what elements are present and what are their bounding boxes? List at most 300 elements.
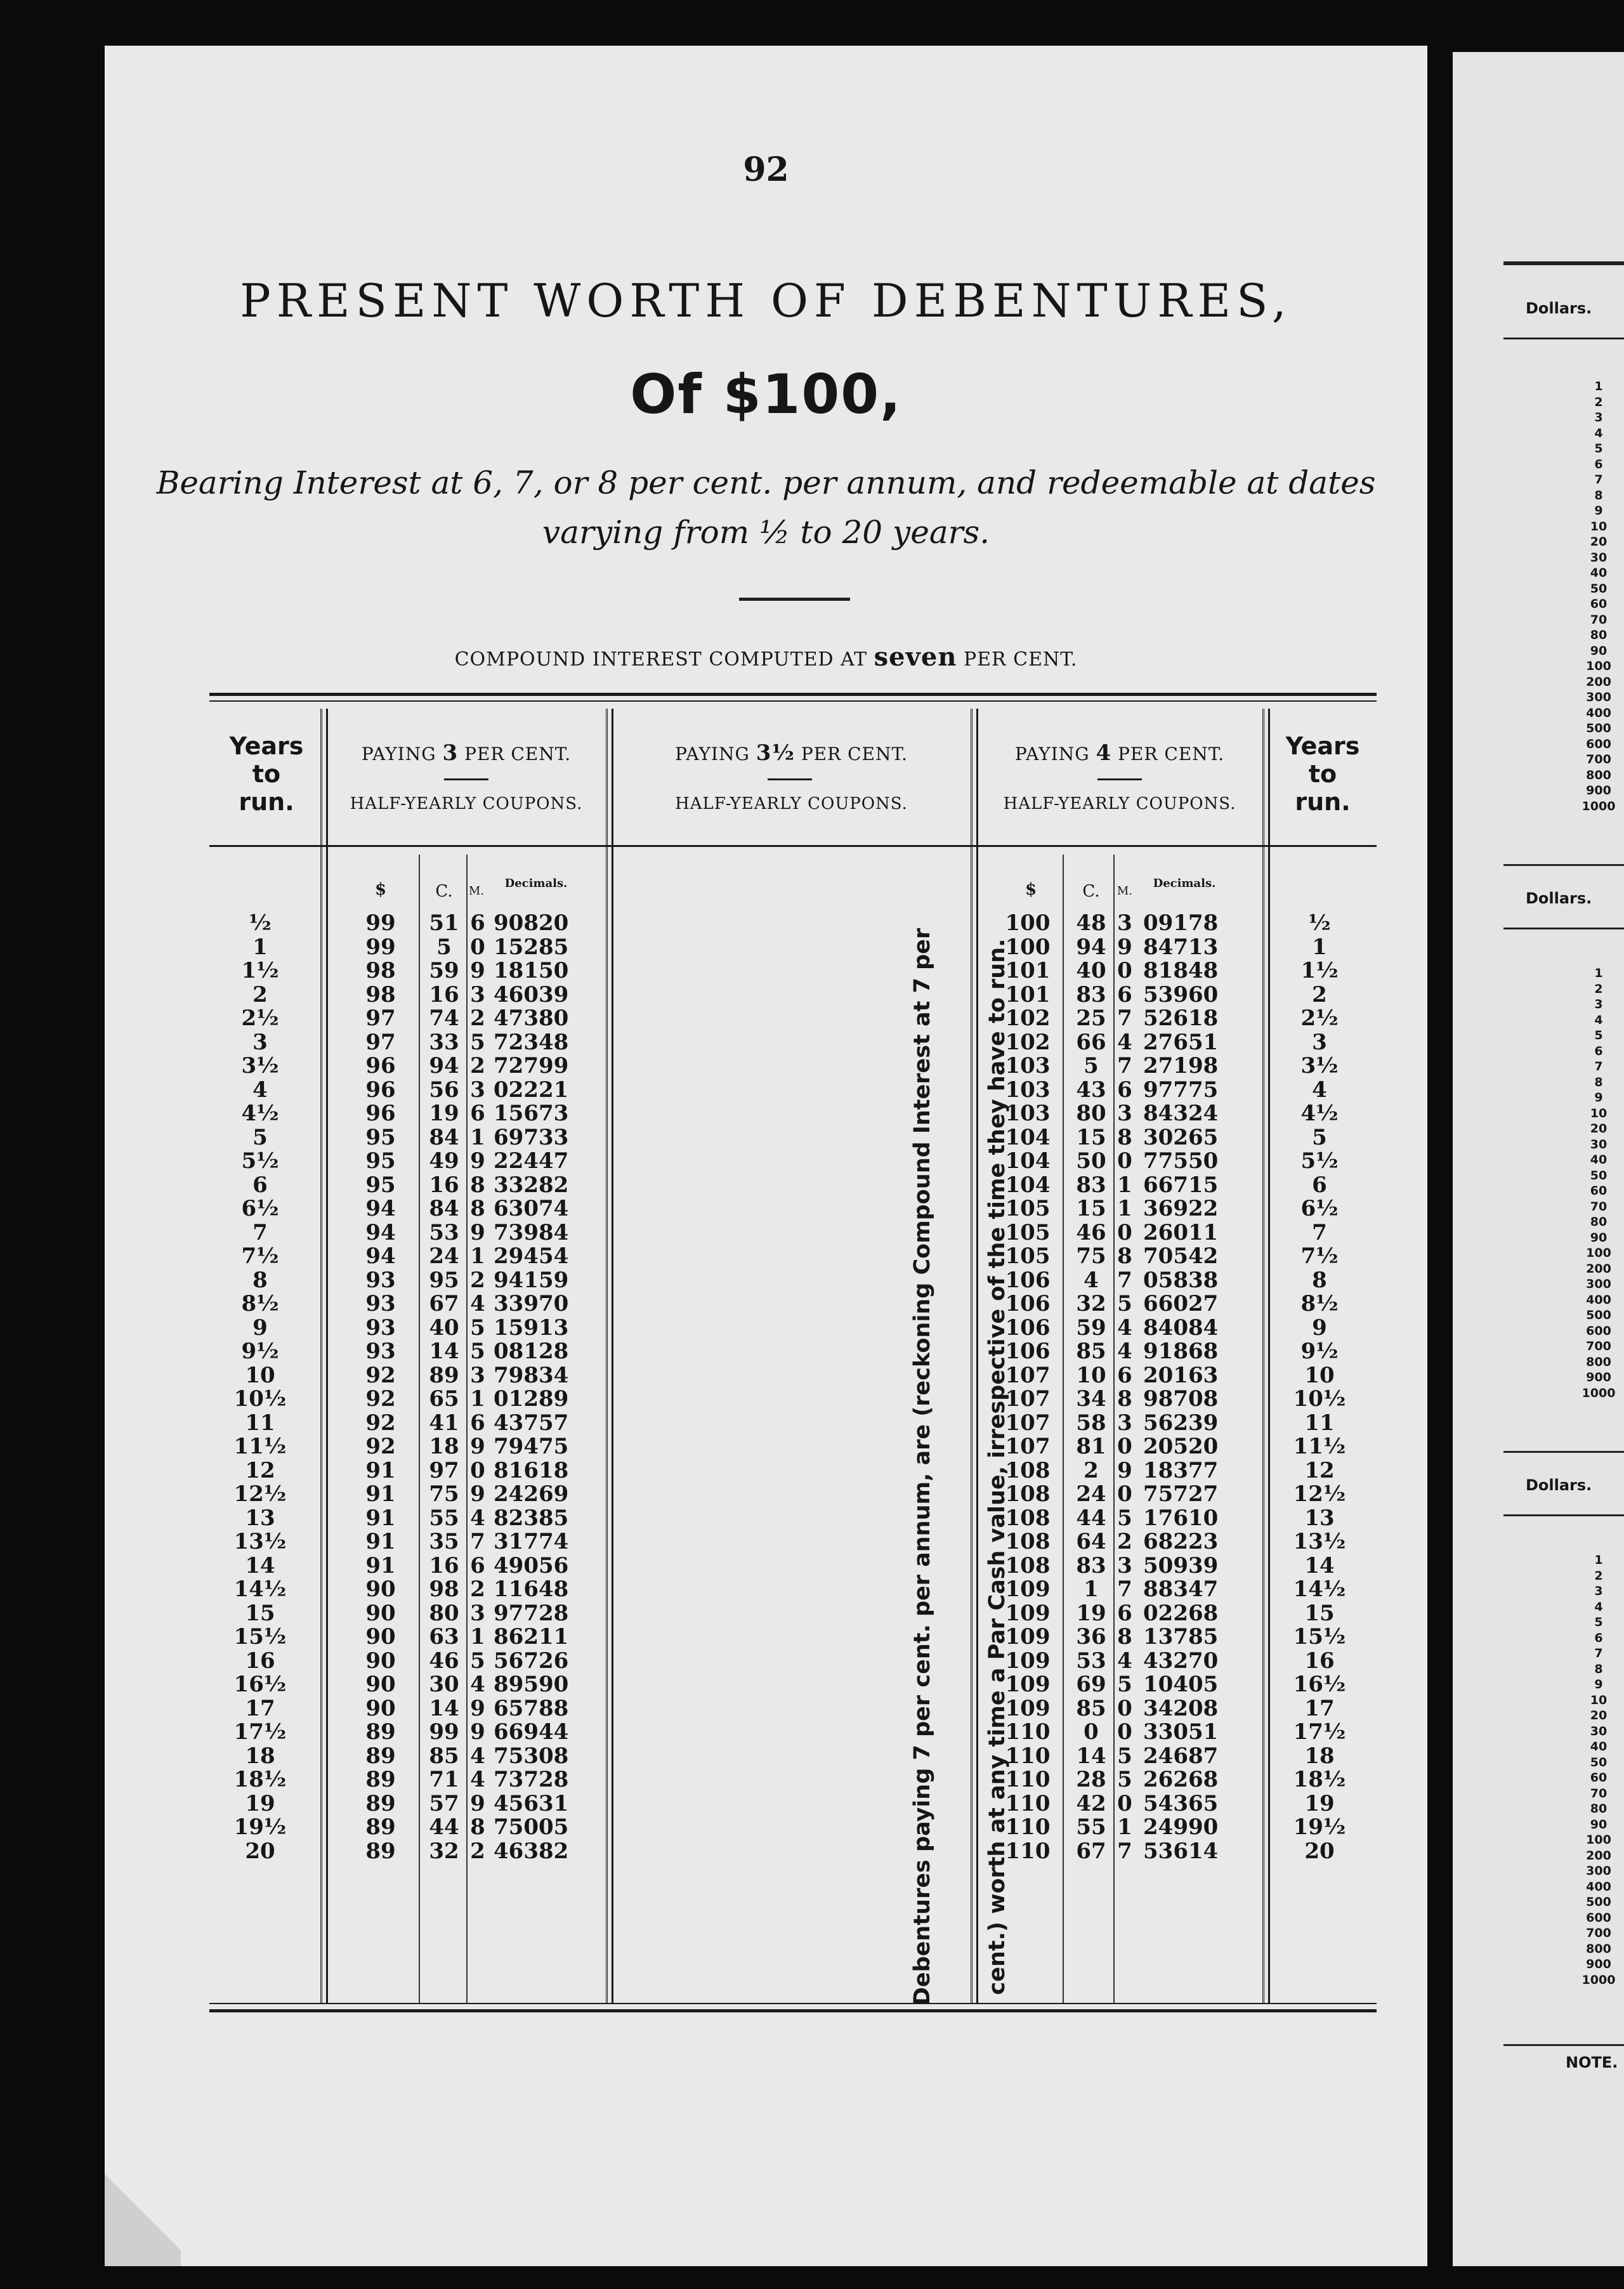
paying-3-cents-cell: 97 <box>429 1457 459 1483</box>
table-top-rule <box>209 693 1377 696</box>
years-to-run-cell-right: 8½ <box>1300 1291 1339 1316</box>
paying-4-dollars-cell: 104 <box>1005 1124 1051 1150</box>
description-line-1: Bearing Interest at 6, 7, or 8 per cent. per annum, and redeemable at dates <box>156 464 1376 501</box>
years-to-run-cell: 3 <box>252 1029 268 1055</box>
paying-4-dollars-cell: 104 <box>1005 1172 1051 1198</box>
paying-4-decimals-cell: 02268 <box>1143 1600 1219 1626</box>
years-to-run-cell-right: 7½ <box>1300 1243 1339 1269</box>
facing-number: 700 <box>1586 1339 1611 1353</box>
table-row <box>105 1197 1427 1221</box>
paying-4-cents-cell: 66 <box>1076 1029 1106 1055</box>
paying-3-cents-cell: 24 <box>429 1243 459 1269</box>
page-number: 92 <box>743 150 789 189</box>
paying-3-dollars-cell: 89 <box>365 1743 396 1769</box>
paying-3-mills-cell: 4 <box>470 1291 485 1316</box>
table-row <box>105 1507 1427 1531</box>
page-corner-fold <box>105 2158 181 2266</box>
paying-3-cents-cell: 71 <box>429 1767 459 1792</box>
facing-number: 70 <box>1590 1786 1608 1800</box>
facing-number-list <box>1576 966 1621 1401</box>
paying-4-mills-cell: 5 <box>1117 1505 1132 1531</box>
paying-3-cents-cell: 67 <box>429 1291 459 1316</box>
paying-4-cents-cell: 36 <box>1076 1624 1106 1650</box>
years-to-run-cell: 6 <box>252 1172 268 1198</box>
paying-3-decimals-cell: 86211 <box>494 1624 569 1650</box>
paying-4-dollars-cell: 110 <box>1005 1814 1051 1840</box>
paying-3-mills-cell: 9 <box>470 1481 485 1507</box>
paying-3-mills-cell: 3 <box>470 1600 485 1626</box>
paying-4-dollars-cell: 109 <box>1005 1672 1051 1697</box>
table-row <box>105 1459 1427 1483</box>
table-row <box>105 912 1427 936</box>
years-to-run-cell: 15 <box>245 1600 275 1626</box>
facing-number: 20 <box>1590 1709 1608 1722</box>
paying-4-cents-cell: 32 <box>1076 1291 1106 1316</box>
years-to-run-cell-right: 2½ <box>1300 1006 1339 1031</box>
paying-4-dollars-cell: 108 <box>1005 1481 1051 1507</box>
paying-4-decimals-cell: 24990 <box>1143 1814 1219 1840</box>
paying-4-dollars-cell: 107 <box>1005 1386 1051 1412</box>
paying-3-mills-cell: 0 <box>470 934 485 960</box>
col3-coupons: HALF-YEARLY COUPONS. <box>1003 794 1236 813</box>
facing-number: 5 <box>1594 442 1603 456</box>
paying-3-mills-cell: 2 <box>470 1267 485 1293</box>
table-row <box>105 1673 1427 1697</box>
paying-3-mills-cell: 9 <box>470 958 485 983</box>
facing-number: 100 <box>1586 659 1611 673</box>
facing-number: 4 <box>1594 426 1603 440</box>
paying-3-decimals-cell: 89590 <box>494 1672 569 1697</box>
paying-4-dollars-cell: 100 <box>1005 934 1051 960</box>
col1-header <box>327 740 606 766</box>
paying-4-mills-cell: 3 <box>1117 910 1132 936</box>
per-cent-label: PER CENT. <box>1118 744 1225 764</box>
years-to-run-cell: 8 <box>252 1267 268 1293</box>
years-header-right <box>1272 732 1373 816</box>
compound-prefix: COMPOUND INTEREST COMPUTED AT <box>454 648 868 671</box>
paying-4-cents-cell: 83 <box>1076 981 1106 1007</box>
paying-3-cents-cell: 33 <box>429 1029 459 1055</box>
facing-number: 2 <box>1594 981 1603 996</box>
paying-3-cents-cell: 74 <box>429 1006 459 1031</box>
facing-page <box>1453 52 1624 2266</box>
facing-number: 6 <box>1594 1044 1603 1058</box>
paying-4-mills-cell: 6 <box>1117 981 1132 1007</box>
mills-subheader: M. <box>468 884 485 898</box>
paying-4-decimals-cell: 54365 <box>1143 1790 1219 1816</box>
paying-4-dollars-cell: 106 <box>1005 1291 1051 1316</box>
paying-4-mills-cell: 7 <box>1117 1838 1132 1864</box>
years-to-run-cell-right: 15½ <box>1293 1624 1346 1650</box>
facing-number: 30 <box>1590 550 1608 565</box>
paying-4-mills-cell: 4 <box>1117 1315 1132 1341</box>
paying-3-decimals-cell: 33282 <box>494 1172 569 1198</box>
paying-3-decimals-cell: 66944 <box>494 1719 569 1745</box>
document-page <box>105 46 1427 2266</box>
facing-number: 800 <box>1586 1941 1611 1956</box>
facing-number: 10 <box>1590 1106 1608 1120</box>
paying-3-decimals-cell: 72799 <box>494 1053 569 1079</box>
paying-3-dollars-cell: 93 <box>365 1291 396 1316</box>
paying-4-dollars-cell: 103 <box>1005 1053 1051 1079</box>
paying-3-dollars-cell: 90 <box>365 1624 396 1650</box>
facing-number: 80 <box>1590 628 1608 642</box>
paying-4-mills-cell: 7 <box>1117 1006 1132 1031</box>
paying-3-cents-cell: 14 <box>429 1339 459 1364</box>
header-dash <box>1097 778 1142 780</box>
years-to-run-cell: 6½ <box>241 1196 279 1221</box>
years-to-run-cell-right: 9½ <box>1300 1339 1339 1364</box>
paying-3-dollars-cell: 95 <box>365 1172 396 1198</box>
years-to-run-cell-right: 17½ <box>1293 1719 1346 1745</box>
paying-4-decimals-cell: 09178 <box>1143 910 1219 936</box>
paying-3-mills-cell: 0 <box>470 1457 485 1483</box>
facing-number: 9 <box>1594 1091 1603 1105</box>
facing-number: 800 <box>1586 1354 1611 1369</box>
paying-4-cents-cell: 10 <box>1076 1362 1106 1388</box>
paying-4-dollars-cell: 100 <box>1005 910 1051 936</box>
years-to-run-cell-right: 10½ <box>1293 1386 1346 1412</box>
years-to-run-cell-right: 14½ <box>1293 1577 1346 1602</box>
years-to-run-cell: 3½ <box>241 1053 279 1079</box>
paying-4-dollars-cell: 103 <box>1005 1077 1051 1103</box>
table-row <box>105 1269 1427 1293</box>
facing-number: 60 <box>1590 1771 1608 1785</box>
table-row <box>105 1768 1427 1792</box>
paying-3-cents-cell: 51 <box>429 910 459 936</box>
years-to-run-cell: ½ <box>249 910 272 936</box>
paying-3-mills-cell: 8 <box>470 1172 485 1198</box>
facing-rule <box>1503 261 1624 265</box>
years-to-run-cell-right: 5½ <box>1300 1148 1339 1174</box>
paying-3-dollars-cell: 97 <box>365 1029 396 1055</box>
paying-3-decimals-cell: 46039 <box>494 981 569 1007</box>
paying-4-decimals-cell: 36922 <box>1143 1196 1219 1221</box>
paying-3-dollars-cell: 98 <box>365 958 396 983</box>
facing-number: 7 <box>1594 473 1603 487</box>
paying-4-decimals-cell: 97775 <box>1143 1077 1219 1103</box>
facing-number: 8 <box>1594 488 1603 502</box>
paying-3-decimals-cell: 15913 <box>494 1315 569 1341</box>
years-to-run-cell: 16 <box>245 1648 275 1674</box>
table-body <box>105 912 1427 1863</box>
paying-3-decimals-cell: 47380 <box>494 1006 569 1031</box>
paying-3-dollars-cell: 89 <box>365 1814 396 1840</box>
facing-number: 50 <box>1590 581 1608 596</box>
paying-3-decimals-cell: 73728 <box>494 1767 569 1792</box>
facing-number: 400 <box>1586 705 1611 720</box>
years-to-run-cell: 13 <box>245 1505 275 1531</box>
paying-3-cents-cell: 85 <box>429 1743 459 1769</box>
facing-rule <box>1503 1514 1624 1516</box>
paying-3-cents-cell: 16 <box>429 1172 459 1198</box>
paying-4-decimals-cell: 75727 <box>1143 1481 1219 1507</box>
paying-4-mills-cell: 7 <box>1117 1267 1132 1293</box>
paying-4-mills-cell: 8 <box>1117 1243 1132 1269</box>
table-row <box>105 1697 1427 1721</box>
paying-4-decimals-cell: 81848 <box>1143 958 1219 983</box>
facing-dollars-label: Dollars. <box>1526 1476 1592 1494</box>
paying-3-cents-cell: 84 <box>429 1196 459 1221</box>
paying-4-dollars-cell: 110 <box>1005 1767 1051 1792</box>
table-row <box>105 959 1427 983</box>
paying-3-cents-cell: 30 <box>429 1672 459 1697</box>
paying-4-dollars-cell: 110 <box>1005 1719 1051 1745</box>
paying-3-cents-cell: 63 <box>429 1624 459 1650</box>
table-row <box>105 983 1427 1007</box>
years-to-run-cell-right: 2 <box>1312 981 1327 1007</box>
dollars-subheader: $ <box>1025 880 1037 899</box>
paying-4-cents-cell: 42 <box>1076 1790 1106 1816</box>
table-row <box>105 1554 1427 1578</box>
years-to-run-cell-right: 13 <box>1304 1505 1335 1531</box>
years-to-run-cell-right: 17 <box>1304 1695 1335 1721</box>
facing-number: 70 <box>1590 612 1608 627</box>
years-to-run-cell: 4 <box>252 1077 268 1103</box>
table-row <box>105 1412 1427 1436</box>
paying-4-mills-cell: 6 <box>1117 1077 1132 1103</box>
facing-number: 30 <box>1590 1137 1608 1151</box>
per-cent-label: PER CENT. <box>801 744 908 764</box>
facing-number: 500 <box>1586 721 1611 735</box>
facing-number: 4 <box>1594 1599 1603 1614</box>
paying-4-cents-cell: 75 <box>1076 1243 1106 1269</box>
paying-rate: 3 <box>442 740 459 766</box>
paying-4-decimals-cell: 84713 <box>1143 934 1219 960</box>
facing-number: 1 <box>1594 966 1603 980</box>
header-dash <box>444 778 488 780</box>
paying-3-cents-cell: 46 <box>429 1648 459 1674</box>
facing-number-list <box>1576 1552 1621 1988</box>
years-to-run-cell-right: 6½ <box>1300 1196 1339 1221</box>
header-dash <box>768 778 812 780</box>
years-to-run-cell: 19½ <box>233 1814 287 1840</box>
paying-4-dollars-cell: 103 <box>1005 1101 1051 1126</box>
paying-3-decimals-cell: 81618 <box>494 1457 569 1483</box>
paying-3-decimals-cell: 69733 <box>494 1124 569 1150</box>
paying-4-mills-cell: 6 <box>1117 1362 1132 1388</box>
years-to-run-cell: 20 <box>245 1838 275 1864</box>
paying-4-mills-cell: 4 <box>1117 1648 1132 1674</box>
paying-4-dollars-cell: 107 <box>1005 1362 1051 1388</box>
table-row <box>105 1174 1427 1198</box>
table-row <box>105 1650 1427 1674</box>
paying-3-decimals-cell: 22447 <box>494 1148 569 1174</box>
paying-4-cents-cell: 50 <box>1076 1148 1106 1174</box>
paying-3-dollars-cell: 99 <box>365 934 396 960</box>
years-to-run-cell-right: 12 <box>1304 1457 1335 1483</box>
facing-dollars-label: Dollars. <box>1526 889 1592 907</box>
paying-4-mills-cell: 8 <box>1117 1386 1132 1412</box>
paying-3-mills-cell: 5 <box>470 1315 485 1341</box>
years-header-word: run. <box>1295 788 1351 816</box>
facing-number: 7 <box>1594 1646 1603 1660</box>
paying-4-decimals-cell: 17610 <box>1143 1505 1219 1531</box>
paying-3-dollars-cell: 90 <box>365 1695 396 1721</box>
facing-note-label: NOTE. <box>1566 2054 1618 2071</box>
table-row <box>105 1792 1427 1816</box>
facing-number: 800 <box>1586 768 1611 782</box>
paying-4-cents-cell: 44 <box>1076 1505 1106 1531</box>
facing-number: 300 <box>1586 1864 1611 1878</box>
paying-3-dollars-cell: 99 <box>365 910 396 936</box>
paying-3-mills-cell: 9 <box>470 1219 485 1245</box>
paying-3-dollars-cell: 92 <box>365 1410 396 1436</box>
paying-4-cents-cell: 5 <box>1084 1053 1099 1079</box>
paying-3-cents-cell: 56 <box>429 1077 459 1103</box>
paying-3-dollars-cell: 93 <box>365 1315 396 1341</box>
paying-4-decimals-cell: 18377 <box>1143 1457 1219 1483</box>
col3-header <box>977 740 1262 766</box>
facing-number: 6 <box>1594 1630 1603 1645</box>
description <box>105 458 1427 557</box>
paying-3-decimals-cell: 94159 <box>494 1267 569 1293</box>
paying-4-mills-cell: 7 <box>1117 1577 1132 1602</box>
paying-3-decimals-cell: 75005 <box>494 1814 569 1840</box>
paying-4-mills-cell: 6 <box>1117 1600 1132 1626</box>
table-row <box>105 1483 1427 1507</box>
paying-4-decimals-cell: 66027 <box>1143 1291 1219 1316</box>
paying-3-dollars-cell: 89 <box>365 1767 396 1792</box>
paying-3-dollars-cell: 96 <box>365 1101 396 1126</box>
paying-3-cents-cell: 14 <box>429 1695 459 1721</box>
paying-3-cents-cell: 75 <box>429 1481 459 1507</box>
paying-label: PAYING <box>1014 744 1090 764</box>
paying-4-cents-cell: 24 <box>1076 1481 1106 1507</box>
paying-4-decimals-cell: 53960 <box>1143 981 1219 1007</box>
facing-number: 600 <box>1586 1323 1611 1338</box>
facing-number: 3 <box>1594 997 1603 1011</box>
facing-number: 90 <box>1590 1817 1608 1832</box>
paying-4-mills-cell: 0 <box>1117 958 1132 983</box>
paying-4-mills-cell: 4 <box>1117 1029 1132 1055</box>
paying-4-decimals-cell: 77550 <box>1143 1148 1219 1174</box>
facing-number: 60 <box>1590 597 1608 611</box>
paying-3-cents-cell: 95 <box>429 1267 459 1293</box>
paying-3-decimals-cell: 29454 <box>494 1243 569 1269</box>
paying-4-dollars-cell: 110 <box>1005 1838 1051 1864</box>
paying-4-decimals-cell: 68223 <box>1143 1529 1219 1554</box>
years-to-run-cell-right: 11½ <box>1293 1434 1346 1459</box>
facing-number: 900 <box>1586 1370 1611 1384</box>
years-to-run-cell-right: 15 <box>1304 1600 1335 1626</box>
facing-number: 50 <box>1590 1755 1608 1769</box>
table-row <box>105 1435 1427 1459</box>
paying-3-decimals-cell: 18150 <box>494 958 569 983</box>
paying-3-mills-cell: 6 <box>470 910 485 936</box>
paying-3-decimals-cell: 82385 <box>494 1505 569 1531</box>
facing-number: 400 <box>1586 1879 1611 1894</box>
paying-4-mills-cell: 0 <box>1117 1434 1132 1459</box>
paying-4-dollars-cell: 109 <box>1005 1600 1051 1626</box>
paying-4-cents-cell: 25 <box>1076 1006 1106 1031</box>
paying-3-mills-cell: 8 <box>470 1196 485 1221</box>
compound-suffix: PER CENT. <box>963 648 1078 671</box>
paying-3-mills-cell: 3 <box>470 1077 485 1103</box>
years-to-run-cell: 1½ <box>241 958 279 983</box>
paying-4-cents-cell: 85 <box>1076 1695 1106 1721</box>
years-to-run-cell: 15½ <box>233 1624 287 1650</box>
paying-3-mills-cell: 2 <box>470 1006 485 1031</box>
years-to-run-cell-right: 4½ <box>1300 1101 1339 1126</box>
paying-3-decimals-cell: 65788 <box>494 1695 569 1721</box>
paying-3-mills-cell: 3 <box>470 1362 485 1388</box>
facing-number: 90 <box>1590 643 1608 658</box>
paying-3-mills-cell: 6 <box>470 1410 485 1436</box>
paying-3-decimals-cell: 24269 <box>494 1481 569 1507</box>
paying-3-decimals-cell: 90820 <box>494 910 569 936</box>
facing-number: 500 <box>1586 1308 1611 1322</box>
paying-3-decimals-cell: 72348 <box>494 1029 569 1055</box>
facing-number: 5 <box>1594 1615 1603 1629</box>
years-to-run-cell: 12 <box>245 1457 275 1483</box>
facing-number: 80 <box>1590 1215 1608 1229</box>
paying-3-dollars-cell: 91 <box>365 1481 396 1507</box>
paying-3-cents-cell: 19 <box>429 1101 459 1126</box>
years-to-run-cell: 10½ <box>233 1386 287 1412</box>
table-row <box>105 1530 1427 1554</box>
facing-number: 100 <box>1586 1246 1611 1260</box>
table-bottom-rule-inner <box>209 2003 1377 2004</box>
years-to-run-cell-right: 19½ <box>1293 1814 1346 1840</box>
facing-rule <box>1503 338 1624 339</box>
facing-number: 40 <box>1590 566 1608 580</box>
paying-4-decimals-cell: 10405 <box>1143 1672 1219 1697</box>
paying-3-decimals-cell: 46382 <box>494 1838 569 1864</box>
years-to-run-cell: 2½ <box>241 1006 279 1031</box>
facing-number-list <box>1576 379 1621 814</box>
paying-3-dollars-cell: 90 <box>365 1672 396 1697</box>
paying-4-cents-cell: 43 <box>1076 1077 1106 1103</box>
middle-note-line-2: cent.) worth at any time a Par Cash value, irrespective of the time they have to run. <box>985 938 1010 1995</box>
paying-4-decimals-cell: 98708 <box>1143 1386 1219 1412</box>
years-to-run-cell-right: 1½ <box>1300 958 1339 983</box>
table-row <box>105 1387 1427 1412</box>
paying-3-cents-cell: 41 <box>429 1410 459 1436</box>
paying-4-cents-cell: 2 <box>1084 1457 1099 1483</box>
paying-3-mills-cell: 5 <box>470 1648 485 1674</box>
facing-number: 8 <box>1594 1075 1603 1089</box>
paying-4-dollars-cell: 108 <box>1005 1505 1051 1531</box>
paying-3-mills-cell: 8 <box>470 1814 485 1840</box>
paying-3-cents-cell: 80 <box>429 1600 459 1626</box>
paying-4-decimals-cell: 20163 <box>1143 1362 1219 1388</box>
years-to-run-cell-right: 10 <box>1304 1362 1335 1388</box>
paying-3-cents-cell: 89 <box>429 1362 459 1388</box>
paying-4-decimals-cell: 27198 <box>1143 1053 1219 1079</box>
title-divider <box>739 598 850 601</box>
paying-4-dollars-cell: 102 <box>1005 1029 1051 1055</box>
paying-3-decimals-cell: 43757 <box>494 1410 569 1436</box>
paying-3-dollars-cell: 94 <box>365 1196 396 1221</box>
paying-3-dollars-cell: 89 <box>365 1719 396 1745</box>
paying-3-mills-cell: 6 <box>470 1552 485 1578</box>
facing-number: 70 <box>1590 1199 1608 1214</box>
paying-3-cents-cell: 32 <box>429 1838 459 1864</box>
facing-number: 100 <box>1586 1833 1611 1847</box>
paying-4-cents-cell: 1 <box>1084 1577 1099 1602</box>
facing-number: 1000 <box>1581 1972 1616 1987</box>
paying-4-mills-cell: 1 <box>1117 1196 1132 1221</box>
years-to-run-cell: 8½ <box>241 1291 279 1316</box>
paying-4-cents-cell: 15 <box>1076 1124 1106 1150</box>
paying-4-mills-cell: 5 <box>1117 1291 1132 1316</box>
paying-3-mills-cell: 9 <box>470 1695 485 1721</box>
paying-4-cents-cell: 83 <box>1076 1172 1106 1198</box>
facing-number: 300 <box>1586 690 1611 704</box>
paying-3-mills-cell: 2 <box>470 1577 485 1602</box>
paying-3-cents-cell: 44 <box>429 1814 459 1840</box>
